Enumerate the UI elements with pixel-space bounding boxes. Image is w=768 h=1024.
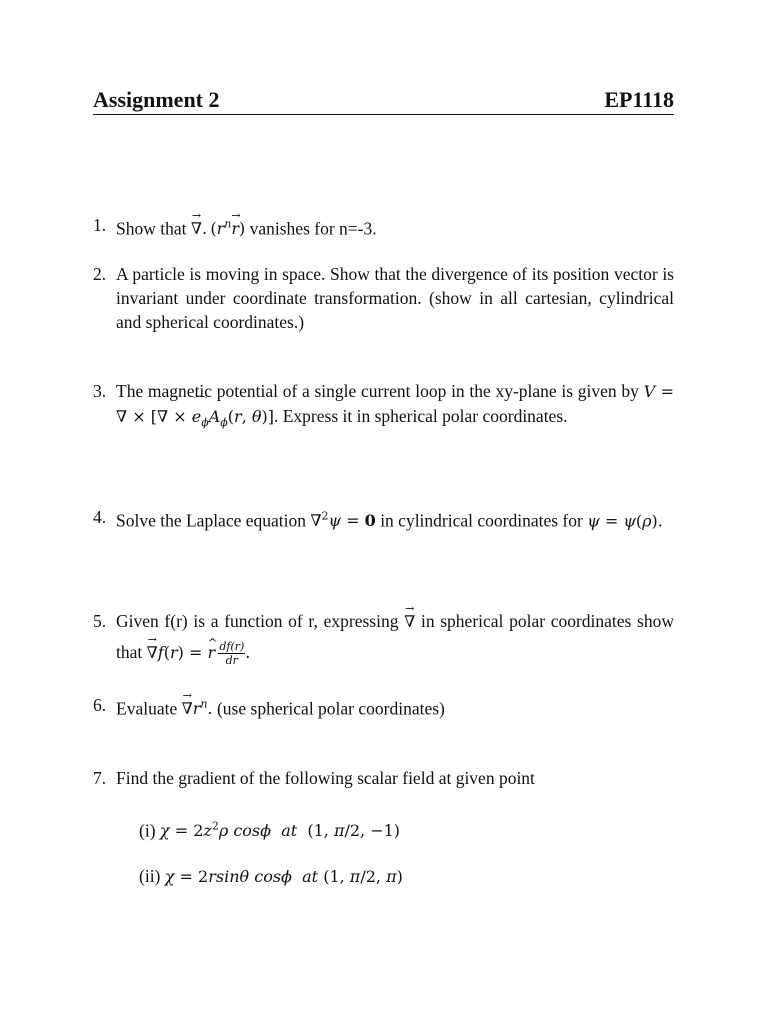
question-6: [93, 693, 674, 721]
question-7-part-i: (i) $\chi = 2z^2\rho$ cosϕ at (1, π/2, −1): [139, 820, 401, 841]
course-code: EP1118: [604, 87, 674, 112]
math-expression: → ∇f(r) = ^ r $\frac{df(r)}{dr}$ .: [147, 643, 251, 662]
math-expression: χ = 2rsinθ cosϕ at (1, π/2, π): [164, 867, 403, 886]
question-3: [93, 379, 674, 435]
question-text: Show that → ∇. $(r^n\to r)$ vanishes for n=-3.: [116, 213, 674, 241]
question-number: 5.: [93, 611, 107, 631]
question-number: 7.: [93, 768, 107, 788]
question-number: 1.: [93, 215, 107, 235]
assignment-header: [93, 88, 674, 115]
question-4: [93, 505, 674, 533]
question-number: 2.: [93, 264, 107, 284]
question-number: 6.: [93, 695, 107, 715]
question-number: 3.: [93, 381, 107, 401]
math-expression: → $\nabla r^n$.: [182, 699, 213, 718]
question-text: A particle is moving in space. Show that the divergence of its position vector is invariant under coordinate transformation. (show in all cartesian, cylindrical and spherical coordinates.): [116, 264, 674, 332]
math-expression: V = ∇ × [∇ × ⌒ $e_\phi A_\phi(r$, θ)]: [116, 382, 674, 426]
question-5: [93, 606, 674, 668]
question-number: 4.: [93, 507, 107, 527]
math-expression: $\chi = 2z^2\rho$ cosϕ at (1, π/2, −1): [159, 820, 401, 841]
question-text: Given f(r) is a function of r, expressing → ∇ in spherical polar coordinates show that → ∇f(r) = ^ r $\frac{df(r)}{dr}$ .: [116, 606, 674, 668]
question-text: The magnetic potential of a single current loop in the xy-plane is given by V = ∇ × [∇ × ⌒ $e_\phi A_\phi(r$, θ)]. Express it in spherical polar coordinates.: [116, 379, 674, 435]
assignment-title: Assignment 2: [93, 87, 220, 112]
nabla-symbol: → ∇: [404, 607, 415, 637]
question-1: [93, 213, 674, 241]
question-2: [93, 262, 674, 334]
question-text: Evaluate → $\nabla r^n$. (use spherical polar coordinates): [116, 693, 674, 721]
question-text: Solve the Laplace equation ∇$^2$ψ = 0 in cylindrical coordinates for ψ = ψ(ρ).: [116, 510, 663, 531]
math-expression: → ∇. $(r^n\to r)$: [191, 219, 245, 238]
math-expression: ψ = ψ(ρ).: [587, 511, 663, 531]
math-expression: ∇$^2$ψ = 0: [310, 510, 376, 531]
question-7: [93, 766, 674, 790]
question-7-part-ii: (ii) χ = 2rsinθ cosϕ at (1, π/2, π): [139, 866, 403, 886]
question-text: Find the gradient of the following scalar field at given point: [116, 768, 535, 788]
